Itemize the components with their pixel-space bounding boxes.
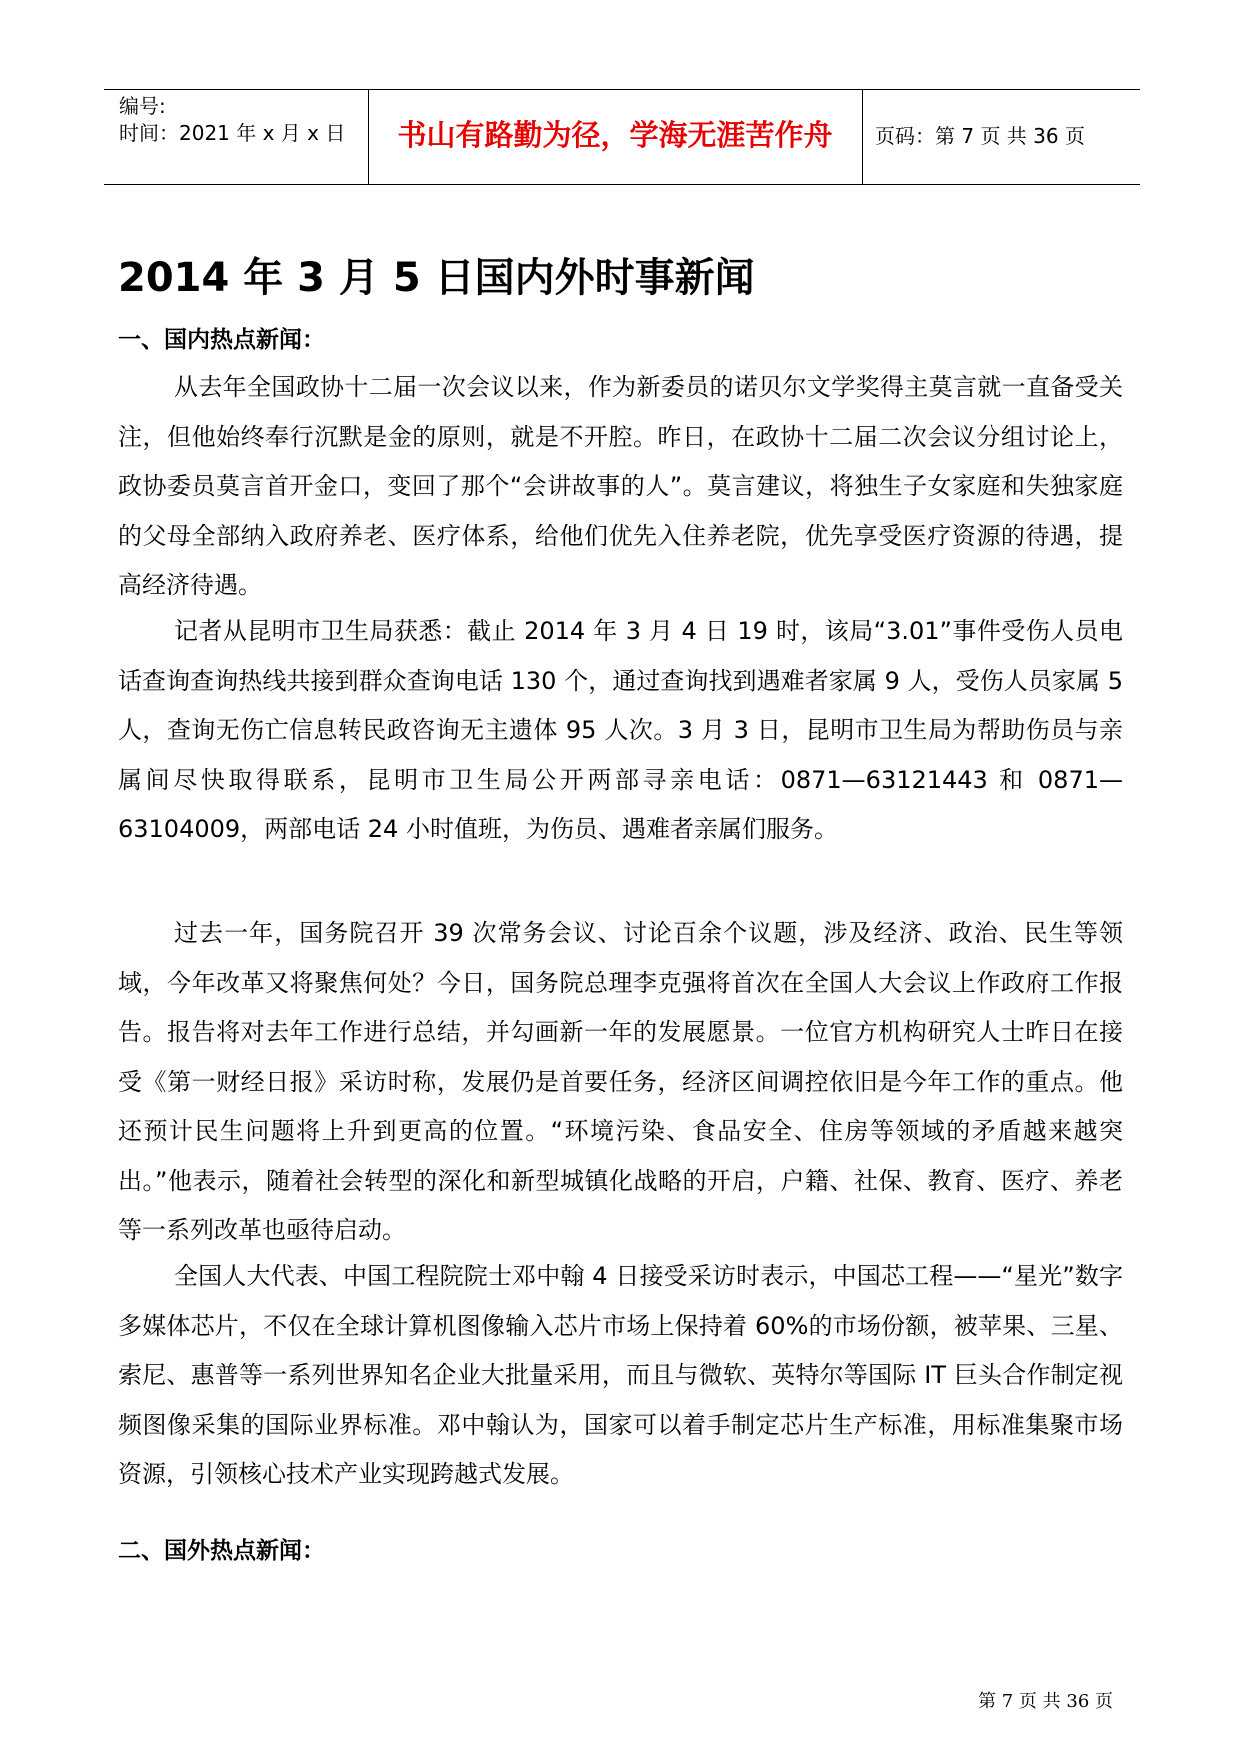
page-header — [104, 89, 1140, 185]
news-paragraph: 过去一年，国务院召开 39 次常务会议、讨论百余个议题，涉及经济、政治、民生等领域，今年改革又将聚焦何处？今日，国务院总理李克强将首次在全国人大会议上作政府工作报告。报告将对去年工作进行总结，并勾画新一年的发展愿景。一位官方机构研究人士昨日在接受《第一财经日报》采访时称，发展仍是首要任务，经济区间调控依旧是今年工作的重点。他还预计民生问题将上升到更高的位置。“环境污染、食品安全、住房等领域的矛盾越来越突出。”他表示，随着社会转型的深化和新型城镇化战略的开启，户籍、社保、教育、医疗、养老等一系列改革也亟待启动。 — [118, 919, 1123, 1244]
header-info-cell — [104, 90, 369, 184]
header-page-info: 页码：第 7 页 共 36 页 — [875, 124, 1085, 148]
news-paragraph: 记者从昆明市卫生局获悉：截止 2014 年 3 月 4 日 19 时，该局“3.01”事件受伤人员电话查询查询热线共接到群众查询电话 130 个，通过查询找到遇难者家属 9 人，受伤人员家属 5 人，查询无伤亡信息转民政咨询无主遗体 95 人次。3 月 3 日，昆明市卫生局为帮助伤员与亲属间尽快取得联系，昆明市卫生局公开两部寻亲电话：0871—63121443 和 0871—63104009，两部电话 24 小时值班，为伤员、遇难者亲属们服务。 — [118, 617, 1123, 843]
header-motto: 书山有路勤为径，学海无涯苦作舟 — [397, 118, 833, 152]
page-footer-number: 第 7 页 共 36 页 — [978, 1691, 1113, 1712]
header-motto-cell — [368, 90, 863, 184]
document-number-label: 编号: — [119, 94, 166, 118]
news-paragraph: 全国人大代表、中国工程院院士邓中翰 4 日接受采访时表示，中国芯工程——“星光”数字多媒体芯片，不仅在全球计算机图像输入芯片市场上保持着 60%的市场份额，被苹果、三星、索尼、惠普等一系列世界知名企业大批量采用，而且与微软、英特尔等国际 IT 巨头合作制定视频图像采集的国际业界标准。邓中翰认为，国家可以着手制定芯片生产标准，用标准集聚市场资源，引领核心技术产业实现跨越式发展。 — [118, 1262, 1123, 1488]
document-time-label: 时间：2021 年 x 月 x 日 — [119, 121, 346, 145]
header-page-cell — [862, 90, 1140, 184]
section-heading-domestic: 一、国内热点新闻： — [118, 327, 325, 353]
section-heading-international: 二、国外热点新闻： — [118, 1538, 325, 1564]
news-paragraph: 从去年全国政协十二届一次会议以来，作为新委员的诺贝尔文学奖得主莫言就一直备受关注，但他始终奉行沉默是金的原则，就是不开腔。昨日，在政协十二届二次会议分组讨论上，政协委员莫言首开金口，变回了那个“会讲故事的人”。莫言建议，将独生子女家庭和失独家庭的父母全部纳入政府养老、医疗体系，给他们优先入住养老院，优先享受医疗资源的待遇，提高经济待遇。 — [118, 373, 1123, 599]
document-title: 2014 年 3 月 5 日国内外时事新闻 — [118, 255, 755, 301]
